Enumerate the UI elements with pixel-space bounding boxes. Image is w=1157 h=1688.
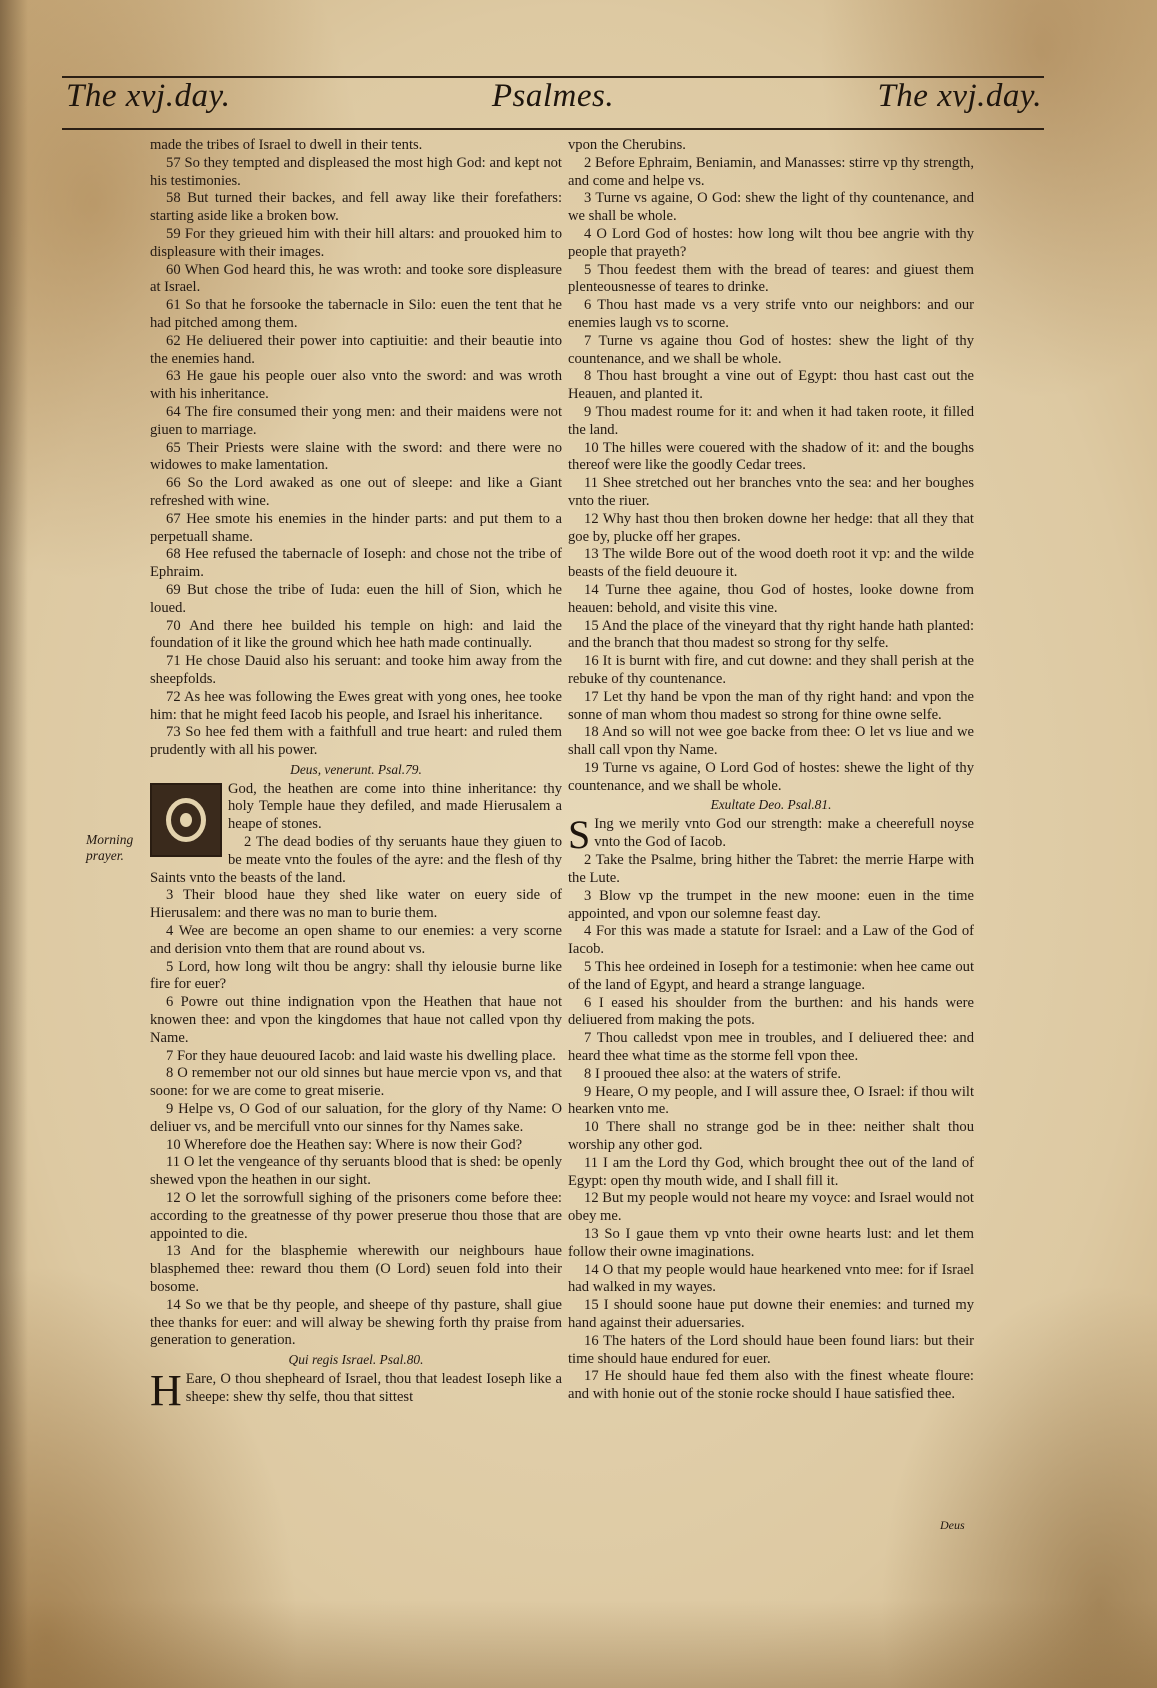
verse: 10 There shall no strange god be in thee: neither shalt thou worship any other god. (568, 1119, 974, 1154)
header-center: Psalmes. (491, 78, 615, 114)
verse: 12 O let the sorrowfull sighing of the prisoners come before thee: according to the greatnesse of thy power preserue thou those that are appointed to die. (150, 1190, 562, 1242)
verse: 13 The wilde Bore out of the wood doeth root it vp: and the wilde beasts of the field deuoure it. (568, 546, 974, 581)
header-left: The xvj.day. (66, 78, 231, 114)
verse: 4 For this was made a statute for Israel: and a Law of the God of Iacob. (568, 923, 974, 958)
verse: 73 So hee fed them with a faithfull and true heart: and ruled them prudently with all his power. (150, 724, 562, 759)
psalm-80-first-verse: Eare, O thou shepheard of Israel, thou that leadest Ioseph like a sheepe: shew thy selfe, thou that sittest (185, 1370, 562, 1405)
verse: 70 And there hee builded his temple on high: and laid the foundation of it like the ground which hee hath made continually. (150, 617, 562, 652)
margin-note-line-2: prayer. (86, 848, 124, 863)
initial-h: H (150, 1365, 182, 1415)
verse: 18 And so will not wee goe backe from thee: O let vs liue and we shall call vpon thy Name. (568, 724, 974, 759)
psalm-79-verses (150, 834, 562, 1350)
verse: 8 I prooued thee also: at the waters of strife. (584, 1065, 841, 1082)
right-column (568, 137, 974, 1404)
verse: 5 Thou feedest them with the bread of teares: and giuest them plenteousnesse of teares to drinke. (568, 261, 974, 296)
verse: 15 And the place of the vineyard that thy right hande hath planted: and the branch that thou madest so strong for thy selfe. (568, 617, 974, 652)
verse: 16 The haters of the Lord should haue been found liars: but their time should haue endured for euer. (568, 1332, 974, 1367)
verse: 65 Their Priests were slaine with the sword: and there were no widowes to make lamentation. (150, 439, 562, 474)
verse: 4 O Lord God of hostes: how long wilt thou bee angrie with thy people that prayeth? (568, 225, 974, 260)
psalm-80-heading: Qui regis Israel. Psal.80. (288, 1352, 424, 1368)
verse: 8 Thou hast brought a vine out of Egypt: thou hast cast out the Heauen, and planted it. (568, 368, 974, 403)
verse: 2 Take the Psalme, bring hither the Tabret: the merrie Harpe with the Lute. (568, 852, 974, 887)
verse: made the tribes of Israel to dwell in their tents. (150, 137, 423, 153)
verse: 63 He gaue his people ouer also vnto the sword: and was wroth with his inheritance. (150, 368, 562, 403)
verse: 57 So they tempted and displeased the most high God: and kept not his testimonies. (150, 154, 562, 189)
verse: 68 Hee refused the tabernacle of Ioseph: and chose not the tribe of Ephraim. (150, 546, 562, 581)
verse: 9 Helpe vs, O God of our saluation, for the glory of thy Name: O deliuer vs, and be mercifull vnto our sinnes for thy Names sake. (150, 1101, 562, 1135)
verse: 10 Wherefore doe the Heathen say: Where is now their God? (166, 1136, 523, 1153)
verse: 71 He chose Dauid also his seruant: and tooke him away from the sheepfolds. (150, 653, 562, 687)
binding-shadow (0, 0, 28, 1688)
verse: 14 O that my people would haue hearkened vnto mee: for if Israel had walked in my wayes. (568, 1261, 974, 1296)
verse: 7 Thou calledst vpon mee in troubles, and I deliuered thee: and heard thee what time as the storme fell vpon thee. (568, 1030, 974, 1065)
verse: 14 Turne thee againe, thou God of hostes, looke downe from heauen: behold, and visite this vine. (568, 581, 974, 616)
verse: 67 Hee smote his enemies in the hinder parts: and put them to a perpetuall shame. (150, 510, 562, 545)
left-column (150, 137, 562, 1415)
verse: 5 This hee ordeined in Ioseph for a testimonie: when hee came out of the land of Egypt, and heard a strange language. (568, 959, 974, 993)
verse: 11 Shee stretched out her branches vnto the sea: and her boughes vnto the riuer. (568, 475, 974, 509)
verse: 2 The dead bodies of thy seruants haue they giuen to be meate vnto the foules of the ayre: and the flesh of thy Saints vnto the beasts of the land. (150, 834, 562, 886)
verse: 72 As hee was following the Ewes great with yong ones, hee tooke him: that he might feed Iacob his people, and Israel his inheritance. (150, 688, 562, 723)
verse: 6 Powre out thine indignation vpon the Heathen that haue not knowen thee: and vpon the kingdomes that haue not called vpon thy Name. (150, 994, 562, 1046)
verse: 17 Let thy hand be vpon the man of thy right hand: and vpon the sonne of man whom thou madest so strong for thine owne selfe. (568, 688, 974, 723)
psalm-80-verses (568, 137, 974, 795)
verse: 13 So I gaue them vp vnto their owne hearts lust: and let them follow their owne imaginations. (568, 1226, 974, 1260)
margin-note (86, 832, 133, 864)
verse: 10 The hilles were couered with the shadow of it: and the boughs thereof were like the goodly Cedar trees. (568, 439, 974, 474)
verse: 7 Turne vs againe thou God of hostes: shew the light of thy countenance, and we shall be whole. (568, 332, 974, 367)
verse: 58 But turned their backes, and fell away like their forefathers: starting aside like a broken bow. (150, 190, 562, 225)
verse: 9 Heare, O my people, and I will assure thee, O Israel: if thou wilt hearken vnto me. (568, 1083, 974, 1118)
verse: vpon the Cherubins. (568, 137, 686, 153)
verse: 62 He deliuered their power into captiuitie: and their beautie into the enemies hand. (150, 332, 562, 367)
psalm-78-verses (150, 137, 562, 760)
header-right: The xvj.day. (877, 78, 1042, 114)
verse: 69 But chose the tribe of Iuda: euen the hill of Sion, which he loued. (150, 581, 562, 616)
verse: 5 Lord, how long wilt thou be angry: shall thy ielousie burne like fire for euer? (150, 958, 562, 993)
psalm-79-heading: Deus, venerunt. Psal.79. (290, 761, 422, 777)
verse: 13 And for the blasphemie wherewith our neighbours haue blasphemed thee: reward thou them (O Lord) seuen fold into their bosome. (150, 1243, 562, 1295)
verse: 59 For they grieued him with their hill altars: and prouoked him to displeasure with their images. (150, 225, 562, 260)
verse: 4 Wee are become an open shame to our enemies: a very scorne and derision vnto them that are round about vs. (150, 923, 562, 957)
verse: 3 Blow vp the trumpet in the new moone: euen in the time appointed, and vpon our solemne feast day. (568, 887, 974, 922)
psalm-81-opening (568, 812, 974, 858)
verse: 61 So that he forsooke the tabernacle in Silo: euen the tent that he had pitched among them. (150, 297, 562, 331)
running-header (62, 78, 1044, 126)
verse: 17 He should haue fed them also with the finest wheate floure: and with honie out of the stonie rocke should I haue satisfied thee. (568, 1368, 974, 1403)
verse: 9 Thou madest roume for it: and when it had taken roote, it filled the land. (568, 403, 974, 438)
verse: 15 I should soone haue put downe their enemies: and turned my hand against their aduersaries. (568, 1297, 974, 1331)
header-bottom-rule (62, 128, 1044, 130)
verse: 16 It is burnt with fire, and cut downe: and they shall perish at the rebuke of thy countenance. (568, 653, 974, 687)
verse: 3 Turne vs againe, O God: shew the light of thy countenance, and we shall be whole. (568, 190, 974, 225)
verse: 12 But my people would not heare my voyce: and Israel would not obey me. (568, 1190, 974, 1225)
psalm-81-verses (568, 852, 974, 1404)
ornament-center (180, 813, 192, 827)
page-stain (0, 1600, 1157, 1688)
verse: 2 Before Ephraim, Beniamin, and Manasses: stirre vp thy strength, and come and helpe vs. (568, 154, 974, 189)
verse: 64 The fire consumed their yong men: and their maidens were not giuen to marriage. (150, 403, 562, 438)
verse: 19 Turne vs againe, O Lord God of hostes: shewe the light of thy countenance, and we shall be whole. (568, 759, 974, 794)
ornamental-initial-o (150, 783, 222, 857)
psalm-81-heading: Exultate Deo. Psal.81. (710, 797, 832, 813)
verse: 3 Their blood haue they shed like water on euery side of Hierusalem: and there was no man to burie them. (150, 887, 562, 922)
psalm-79-first-verse: God, the heathen are come into thine inheritance: thy holy Temple haue they defiled, and made Hierusalem a heape of stones. (228, 780, 562, 833)
verse: 6 I eased his shoulder from the burthen: and his hands were deliuered from making the pots. (568, 994, 974, 1029)
verse: 6 Thou hast made vs a very strife vnto our neighbors: and our enemies laugh vs to scorne. (568, 297, 974, 331)
initial-s: S (568, 812, 591, 858)
verse: 66 So the Lord awaked as one out of sleepe: and like a Giant refreshed with wine. (150, 475, 562, 509)
verse: 11 O let the vengeance of thy seruants blood that is shed: be openly shewed vpon the heathen in our sight. (150, 1154, 562, 1189)
margin-note-line-1: Morning (86, 832, 134, 847)
verse: 7 For they haue deuoured Iacob: and laid waste his dwelling place. (166, 1047, 556, 1064)
psalm-80-opening (150, 1365, 562, 1415)
verse: 60 When God heard this, he was wroth: and tooke sore displeasure at Israel. (150, 261, 562, 296)
psalm-79-opening (150, 781, 562, 834)
verse: 11 I am the Lord thy God, which brought thee out of the land of Egypt: open thy mouth wide, and I shall fill it. (568, 1154, 974, 1189)
catchword: Deus (940, 1518, 965, 1532)
verse: 14 So we that be thy people, and sheepe of thy pasture, shall giue thee thanks for euer: and will alway be shewing forth thy praise from generation to generation. (150, 1296, 562, 1349)
psalm-81-first-verse: Ing we merily vnto God our strength: make a cheerefull noyse vnto the God of Iacob. (594, 816, 974, 851)
verse: 8 O remember not our old sinnes but haue mercie vpon vs, and that soone: for we are come to great miserie. (150, 1065, 562, 1100)
verse: 12 Why hast thou then broken downe her hedge: that all they that goe by, plucke off her grapes. (568, 510, 974, 545)
